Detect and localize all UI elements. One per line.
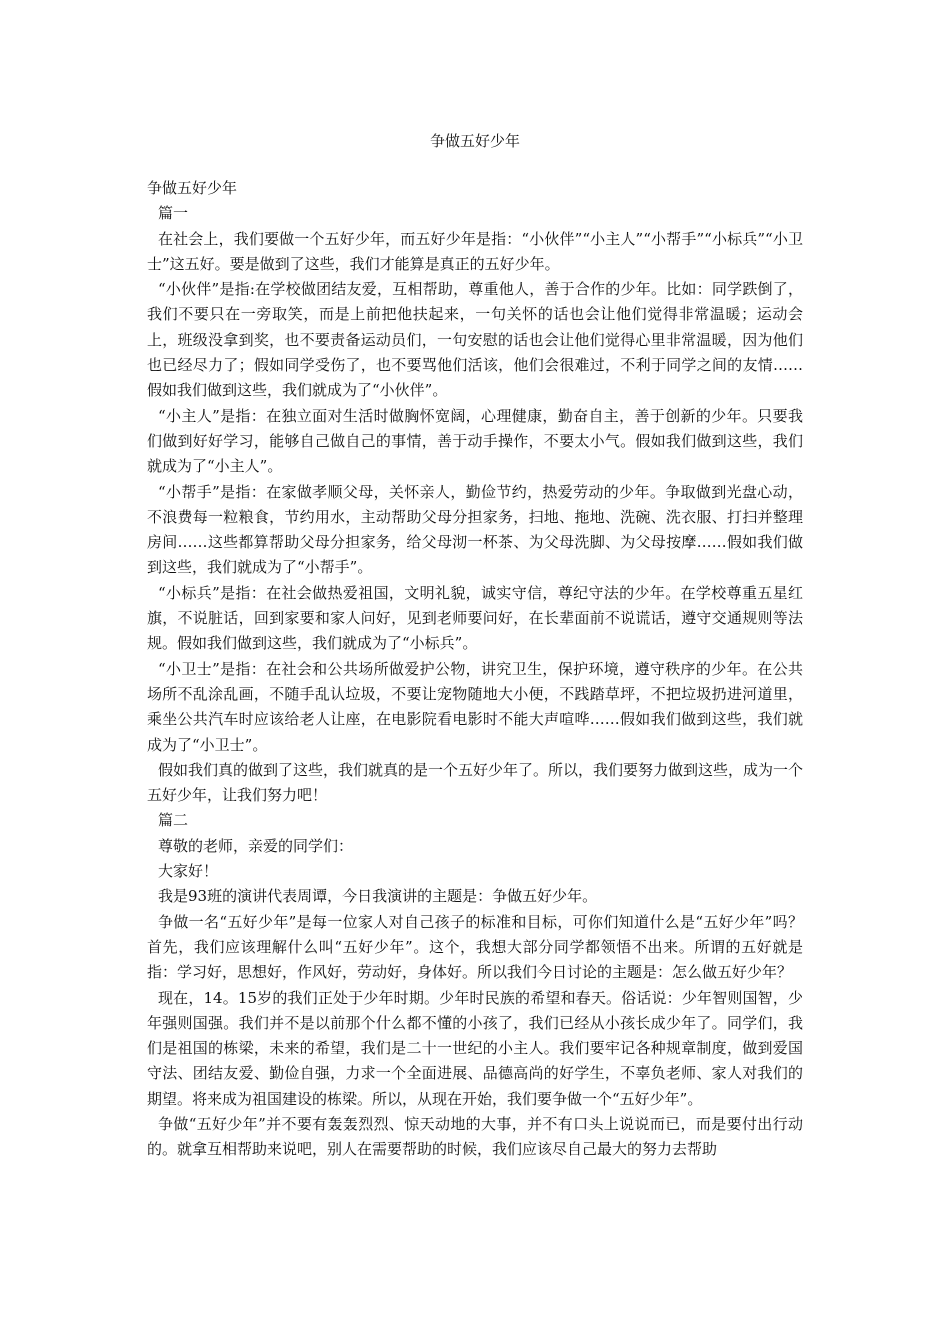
- document-title: 争做五好少年: [429, 132, 520, 150]
- salutation: 尊敬的老师，亲爱的同学们：: [158, 836, 354, 855]
- paragraph: “小卫士”是指：在社会和公共场所做爱护公物，讲究卫生，保护环境，遵守秩序的少年。在公共场所不乱涂乱画，不随手乱认垃圾，不要让宠物随地大小便，不践踏草坪，不把垃圾扔进河道里，乘坐公共汽车时应该给老人让座，在电影院看电影时不能大声喧哗……假如我们做到这些，我们就成为了“小卫士”。: [147, 659, 803, 754]
- paragraph: 我是93班的演讲代表周谭，今日我演讲的主题是：争做五好少年。: [158, 887, 598, 906]
- paragraph: “小伙伴”是指:在学校做团结友爱，互相帮助，尊重他人，善于合作的少年。比如：同学跌倒了，我们不要只在一旁取笑，而是上前把他扶起来，一句关怀的话也会让他们觉得非常温暖；运动会上，班级没拿到奖，也不要责备运动员们，一句安慰的话也会让他们觉得心里非常温暖，因为他们也已经尽力了；假如同学受伤了，也不要骂他们活该，他们会很难过，不利于同学之间的友情……假如我们做到这些，我们就成为了“小伙伴”。: [147, 280, 803, 400]
- paragraph: “小帮手”是指：在家做孝顺父母，关怀亲人，勤俭节约，热爱劳动的少年。争取做到光盘心动，不浪费每一粒粮食，节约用水，主动帮助父母分担家务，扫地、拖地、洗碗、洗衣服、打扫并整理房间……这些都算帮助父母分担家务，给父母沏一杯茶、为父母洗脚、为父母按摩……假如我们做到这些，我们就成为了“小帮手”。: [147, 482, 803, 577]
- section-heading-1: 篇一: [158, 204, 189, 223]
- paragraph: 现在，14。15岁的我们正处于少年时期。少年时民族的希望和春天。俗话说：少年智则国智，少年强则国强。我们并不是以前那个什么都不懂的小孩了，我们已经从小孩长成少年了。同学们，我们是祖国的栋梁，未来的希望，我们是二十一世纪的小主人。我们要牢记各种规章制度，做到爱国守法、团结友爱、勤俭自强，力求一个全面进展、品德高尚的好学生，不辜负老师、家人对我们的期望。将来成为祖国建设的栋梁。所以，从现在开始，我们要争做一个“五好少年”。: [147, 988, 803, 1108]
- document-subtitle: 争做五好少年: [147, 179, 238, 197]
- paragraph: “小标兵”是指：在社会做热爱祖国，文明礼貌，诚实守信，尊纪守法的少年。在学校尊重五星红旗，不说脏话，回到家要和家人问好，见到老师要问好，在长辈面前不说谎话，遵守交通规则等法规。假如我们做到这些，我们就成为了“小标兵”。: [147, 583, 803, 653]
- paragraph: 争做“五好少年”并不要有轰轰烈烈、惊天动地的大事，并不有口头上说说而已，而是要付出行动的。就拿互相帮助来说吧，别人在需要帮助的时候，我们应该尽自己最大的努力去帮助: [147, 1114, 803, 1159]
- greeting: 大家好！: [158, 862, 219, 881]
- paragraph: 假如我们真的做到了这些，我们就真的是一个五好少年了。所以，我们要努力做到这些，成为一个五好少年，让我们努力吧！: [147, 760, 804, 805]
- section-heading-2: 篇二: [158, 811, 189, 830]
- paragraph: 争做一名“五好少年”是每一位家人对自己孩子的标准和目标，可你们知道什么是“五好少年”吗？首先，我们应该理解什么叫“五好少年”。这个，我想大部分同学都领悟不出来。所谓的五好就是指：学习好，思想好，作风好，劳动好，身体好。所以我们今日讨论的主题是：怎么做五好少年？: [147, 912, 803, 982]
- paragraph: 在社会上，我们要做一个五好少年，而五好少年是指：“小伙伴”“小主人”“小帮手”“小标兵”“小卫士”这五好。要是做到了这些，我们才能算是真正的五好少年。: [147, 229, 803, 273]
- document-body: [147, 176, 803, 1163]
- paragraph: “小主人”是指：在独立面对生活时做胸怀宽阔，心理健康，勤奋自主，善于创新的少年。只要我们做到好好学习，能够自己做自己的事情，善于动手操作，不要太小气。假如我们做到这些，我们就成为了“小主人”。: [147, 406, 803, 476]
